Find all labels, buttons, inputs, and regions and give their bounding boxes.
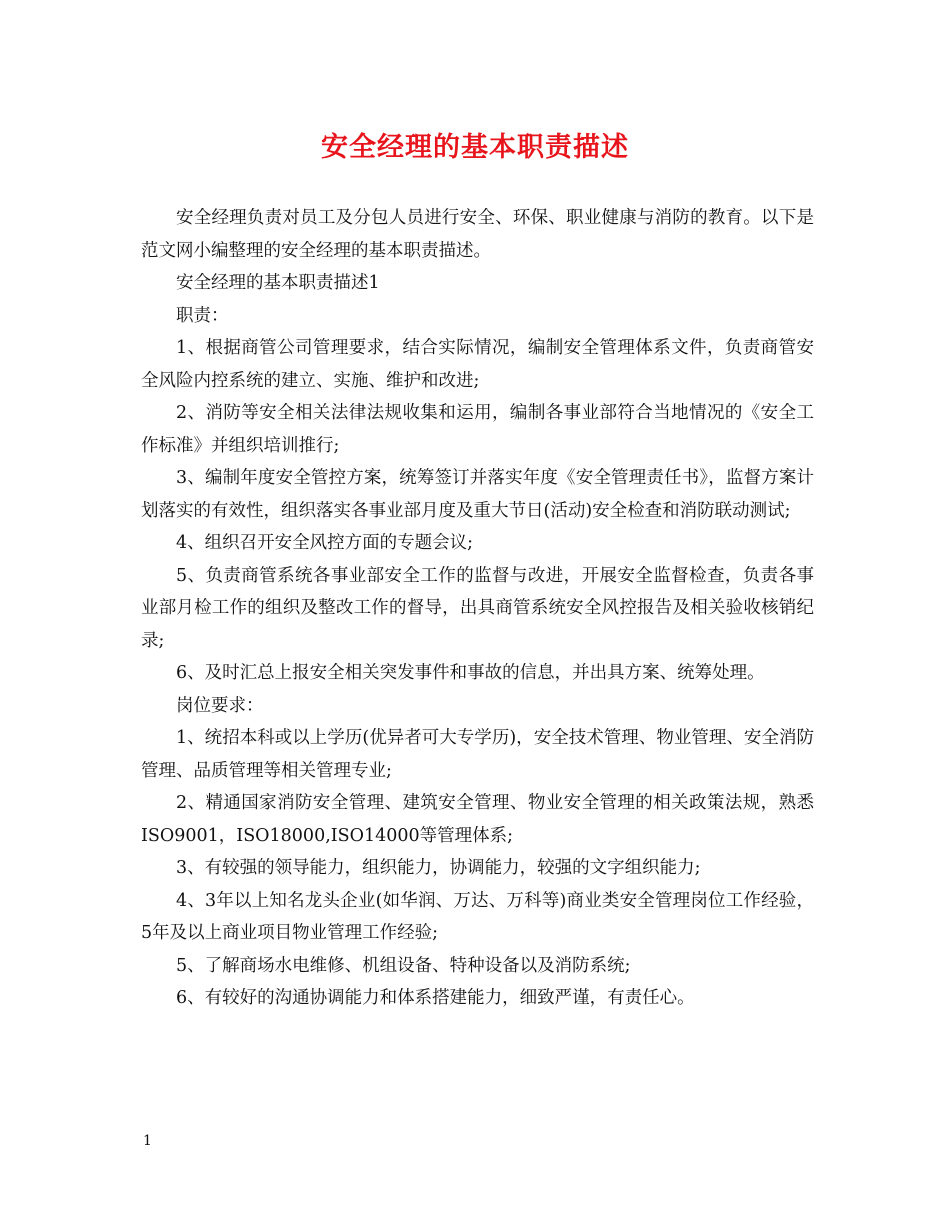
paragraph-duties-label: 职责： xyxy=(176,305,229,326)
paragraph-requirement-5: 5、了解商场水电维修、机组设备、特种设备以及消防系统; xyxy=(176,955,631,976)
paragraph-duty-2: 2、消防等安全相关法律法规收集和运用，编制各事业部符合当地情况的《安全工作标准》并组织培训推行; xyxy=(141,403,814,456)
paragraph-duty-3: 3、编制年度安全管控方案，统筹签订并落实年度《安全管理责任书》，监督方案计划落实的有效性，组织落实各事业部月度及重大节日(活动)安全检查和消防联动测试; xyxy=(141,468,814,521)
paragraph-requirements-label: 岗位要求： xyxy=(176,695,264,716)
paragraph-intro: 安全经理负责对员工及分包人员进行安全、环保、职业健康与消防的教育。以下是范文网小编整理的安全经理的基本职责描述。 xyxy=(141,208,814,261)
paragraph-requirement-2: 2、精通国家消防安全管理、建筑安全管理、物业安全管理的相关政策法规，熟悉ISO9001，ISO18000,ISO14000等管理体系; xyxy=(141,793,814,846)
paragraph-duty-4: 4、组织召开安全风控方面的专题会议; xyxy=(176,533,474,553)
page-number: 1 xyxy=(143,1133,152,1149)
paragraph-duty-1: 1、根据商管公司管理要求，结合实际情况，编制安全管理体系文件，负责商管安全风险内控系统的建立、实施、维护和改进; xyxy=(141,338,814,391)
paragraph-requirement-4: 4、3年以上知名龙头企业(如华润、万达、万科等)商业类安全管理岗位工作经验，5年及以上商业项目物业管理工作经验; xyxy=(141,890,814,943)
paragraph-requirement-6: 6、有较好的沟通协调能力和体系搭建能力，细致严谨，有责任心。 xyxy=(176,988,695,1008)
paragraph-requirement-1: 1、统招本科或以上学历(优异者可大专学历)，安全技术管理、物业管理、安全消防管理、品质管理等相关管理专业; xyxy=(141,728,814,781)
paragraph-duty-6: 6、及时汇总上报安全相关突发事件和事故的信息，并出具方案、统筹处理。 xyxy=(176,663,765,683)
paragraph-section-heading: 安全经理的基本职责描述1 xyxy=(176,273,380,293)
paragraph-duty-5: 5、负责商管系统各事业部安全工作的监督与改进，开展安全监督检查，负责各事业部月检工作的组织及整改工作的督导，出具商管系统安全风控报告及相关验收核销纪录; xyxy=(141,565,814,651)
paragraph-requirement-3: 3、有较强的领导能力，组织能力，协调能力，较强的文字组织能力; xyxy=(176,858,701,878)
document-body xyxy=(141,202,814,1015)
page-title: 安全经理的基本职责描述 xyxy=(321,132,629,163)
